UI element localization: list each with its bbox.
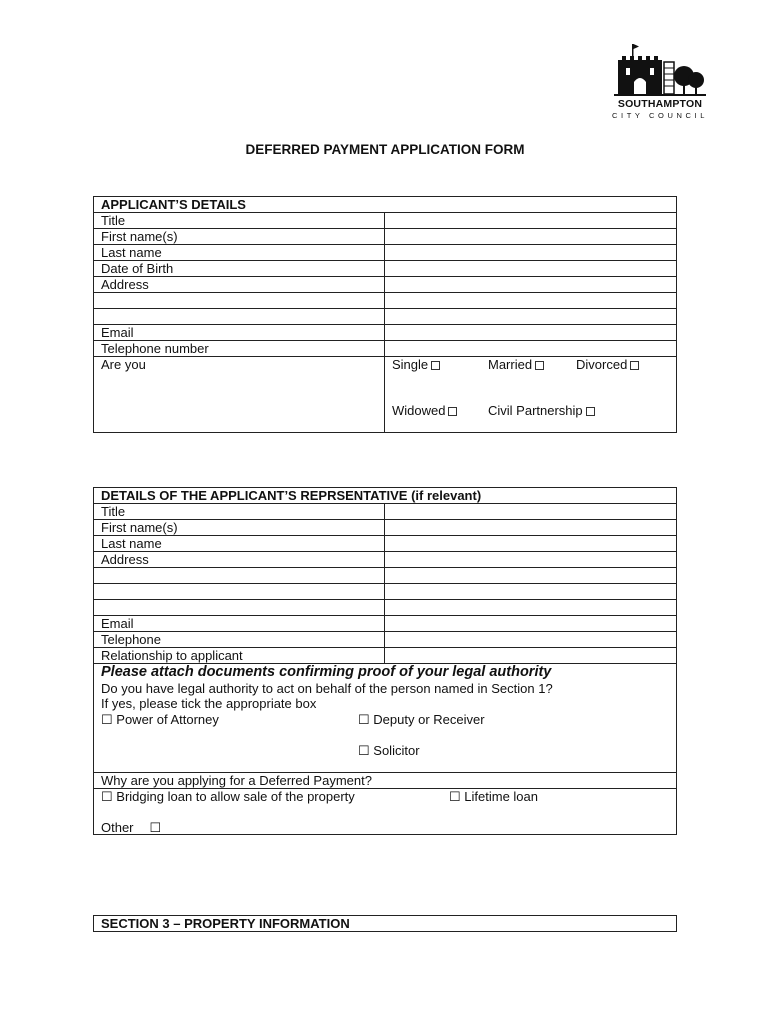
castle-icon	[612, 42, 708, 98]
representative-details-header: DETAILS OF THE APPLICANT’S REPRSENTATIVE (if relevant)	[94, 488, 677, 504]
table-row	[94, 520, 677, 536]
dob-field[interactable]	[385, 261, 677, 277]
table-row	[94, 341, 677, 357]
status-married[interactable]: Married	[488, 357, 547, 372]
address-field-1[interactable]	[385, 277, 677, 293]
rep-address-field-3[interactable]	[385, 584, 677, 600]
status-widowed[interactable]: Widowed	[392, 403, 460, 418]
rep-address-field-4[interactable]	[385, 600, 677, 616]
logo-subtitle: CITY COUNCIL	[612, 111, 708, 120]
option-bridging-loan[interactable]: ☐ Bridging loan to allow sale of the property	[101, 789, 355, 804]
table-row	[94, 568, 677, 584]
representative-details-table	[93, 487, 677, 835]
table-row	[94, 584, 677, 600]
table-row	[94, 293, 677, 309]
legal-authority-title: Please attach documents confirming proof of your legal authority	[101, 664, 552, 680]
table-row	[94, 277, 677, 293]
status-single[interactable]: Single	[392, 357, 443, 372]
row-label: First name(s)	[94, 229, 385, 245]
row-label	[94, 568, 385, 584]
last-name-field[interactable]	[385, 245, 677, 261]
status-options	[385, 357, 677, 433]
table-row	[94, 504, 677, 520]
checkbox-icon[interactable]	[448, 407, 457, 416]
rep-first-name-field[interactable]	[385, 520, 677, 536]
rep-relationship-field[interactable]	[385, 648, 677, 664]
rep-title-field[interactable]	[385, 504, 677, 520]
option-other[interactable]: Other ☐	[101, 820, 162, 835]
table-row	[94, 357, 677, 433]
table-row	[94, 632, 677, 648]
option-power-of-attorney[interactable]: ☐ Power of Attorney	[101, 712, 219, 727]
legal-authority-question: Do you have legal authority to act on behalf of the person named in Section 1?	[101, 681, 553, 696]
row-label: Telephone number	[94, 341, 385, 357]
row-label: Address	[94, 277, 385, 293]
row-label: Last name	[94, 536, 385, 552]
table-row	[94, 616, 677, 632]
table-row	[94, 648, 677, 664]
why-applying-question: Why are you applying for a Deferred Payment?	[94, 773, 677, 789]
legal-authority-section	[94, 664, 677, 773]
status-label: Are you	[94, 357, 385, 433]
title-field[interactable]	[385, 213, 677, 229]
status-divorced[interactable]: Divorced	[576, 357, 642, 372]
row-label	[94, 600, 385, 616]
address-field-2[interactable]	[385, 293, 677, 309]
rep-email-field[interactable]	[385, 616, 677, 632]
checkbox-icon[interactable]: ☐	[101, 789, 113, 804]
checkbox-icon[interactable]	[535, 361, 544, 370]
row-label: Title	[94, 213, 385, 229]
checkbox-icon[interactable]	[630, 361, 639, 370]
row-label: Email	[94, 325, 385, 341]
row-label: Relationship to applicant	[94, 648, 385, 664]
logo-name: SOUTHAMPTON	[617, 98, 703, 110]
table-row	[94, 309, 677, 325]
rep-address-field-2[interactable]	[385, 568, 677, 584]
email-field[interactable]	[385, 325, 677, 341]
table-row	[94, 600, 677, 616]
rep-telephone-field[interactable]	[385, 632, 677, 648]
option-solicitor[interactable]: ☐ Solicitor	[358, 743, 420, 758]
row-label: Date of Birth	[94, 261, 385, 277]
checkbox-icon[interactable]	[586, 407, 595, 416]
row-label	[94, 584, 385, 600]
checkbox-icon[interactable]: ☐	[149, 820, 162, 835]
form-title: DEFERRED PAYMENT APPLICATION FORM	[245, 142, 525, 157]
applicant-details-table	[93, 196, 677, 433]
table-row	[94, 552, 677, 568]
applicant-details-header: APPLICANT’S DETAILS	[94, 197, 677, 213]
row-label: First name(s)	[94, 520, 385, 536]
row-label: Email	[94, 616, 385, 632]
rep-address-field-1[interactable]	[385, 552, 677, 568]
checkbox-icon[interactable]: ☐	[101, 712, 113, 727]
council-logo	[612, 42, 708, 124]
row-label	[94, 309, 385, 325]
option-deputy-or-receiver[interactable]: ☐ Deputy or Receiver	[358, 712, 485, 727]
table-row	[94, 229, 677, 245]
table-row	[94, 536, 677, 552]
property-information-header: SECTION 3 – PROPERTY INFORMATION	[94, 916, 677, 932]
row-label: Last name	[94, 245, 385, 261]
address-field-3[interactable]	[385, 309, 677, 325]
rep-last-name-field[interactable]	[385, 536, 677, 552]
checkbox-icon[interactable]: ☐	[358, 743, 370, 758]
row-label: Title	[94, 504, 385, 520]
telephone-field[interactable]	[385, 341, 677, 357]
property-information-table	[93, 915, 677, 932]
first-name-field[interactable]	[385, 229, 677, 245]
table-row	[94, 245, 677, 261]
option-lifetime-loan[interactable]: ☐ Lifetime loan	[449, 789, 538, 804]
status-civil-partnership[interactable]: Civil Partnership	[488, 403, 598, 418]
checkbox-icon[interactable]: ☐	[358, 712, 370, 727]
row-label	[94, 293, 385, 309]
table-row	[94, 261, 677, 277]
checkbox-icon[interactable]	[431, 361, 440, 370]
table-row	[94, 213, 677, 229]
checkbox-icon[interactable]: ☐	[449, 789, 461, 804]
legal-authority-instruction: If yes, please tick the appropriate box	[101, 696, 317, 711]
why-applying-options	[94, 789, 677, 835]
row-label: Telephone	[94, 632, 385, 648]
row-label: Address	[94, 552, 385, 568]
table-row	[94, 325, 677, 341]
